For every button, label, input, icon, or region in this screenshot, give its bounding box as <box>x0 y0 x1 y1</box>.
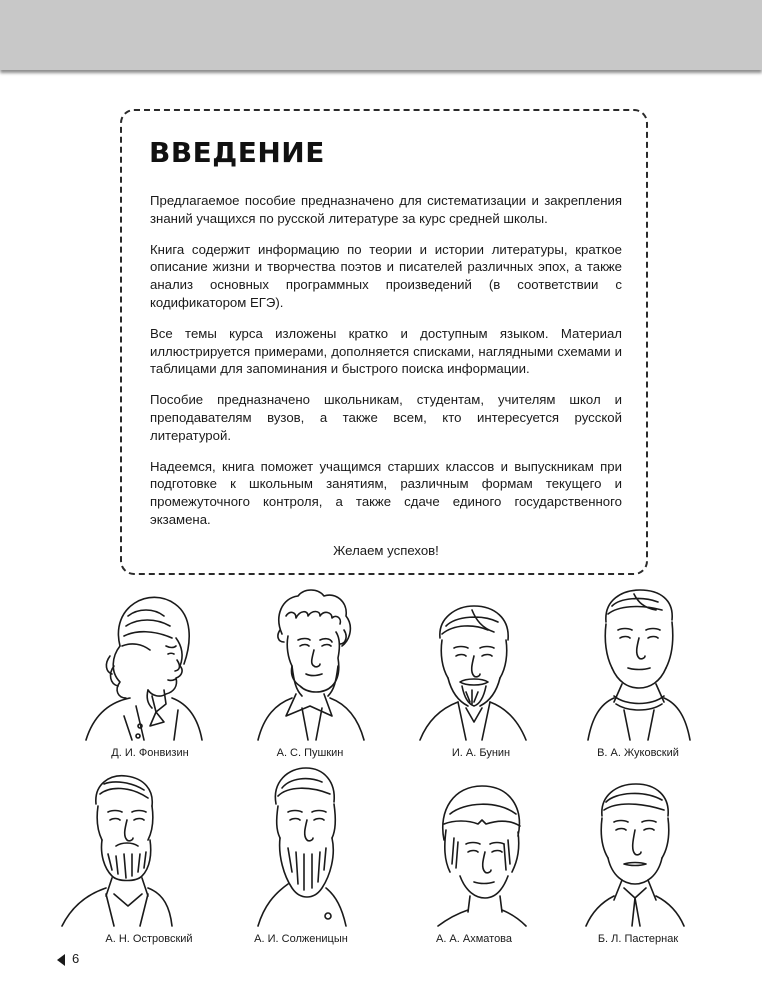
portrait-caption: И. А. Бунин <box>451 747 511 759</box>
portrait-zhukovsky <box>584 586 692 742</box>
portrait-caption: Д. И. Фонвизин <box>111 747 189 759</box>
page-number: 6 <box>72 951 80 966</box>
portrait-caption: Б. Л. Пастернак <box>597 933 679 945</box>
intro-closing: Желаем успехов! <box>333 542 439 558</box>
portrait-solzhenitsyn <box>252 764 352 928</box>
intro-paragraph: Книга содержит информацию по теории и истории литературы, краткое описание жизни и творчества поэтов и писателей различных эпох, а также анализ основных программных произведений (в соответствии с кодификатором ЕГЭ). <box>150 241 622 310</box>
intro-paragraph: Надеемся, книга поможет учащимся старших классов и выпускникам при подготовке к школьным занятиям, различным формам текущего и промежуточного контроля, а также сдаче единого государственного экзамена. <box>150 458 622 527</box>
intro-paragraph: Предлагаемое пособие предназначено для систематизации и закрепления знаний учащихся по русской литературе за курс средней школы. <box>150 193 622 226</box>
portrait-akhmatova <box>430 780 530 928</box>
portrait-pushkin <box>252 586 368 742</box>
portrait-ostrovsky <box>56 770 176 928</box>
portrait-caption: А. И. Солженицын <box>254 933 348 945</box>
page-marker-icon <box>57 953 65 971</box>
portrait-fonvizin <box>80 586 206 742</box>
intro-paragraph: Все темы курса изложены кратко и доступным языком. Материал иллюстрируется примерами, дополняется списками, наглядными схемами и таблицами для запоминания и быстрого поиска информации. <box>150 325 622 377</box>
intro-body <box>150 192 622 573</box>
portrait-caption: А. С. Пушкин <box>276 747 344 759</box>
portrait-caption: А. Н. Островский <box>105 933 193 945</box>
portrait-caption: А. А. Ахматова <box>435 933 513 945</box>
portrait-caption: В. А. Жуковский <box>597 747 679 759</box>
portrait-pasternak <box>578 780 690 928</box>
intro-title: ВВЕДЕНИЕ <box>149 136 325 169</box>
portrait-bunin <box>412 598 532 742</box>
header-band <box>0 0 762 70</box>
intro-paragraph: Пособие предназначено школьникам, студентам, учителям школ и преподавателям вузов, а также всем, кто интересуется русской литературой. <box>150 392 622 443</box>
